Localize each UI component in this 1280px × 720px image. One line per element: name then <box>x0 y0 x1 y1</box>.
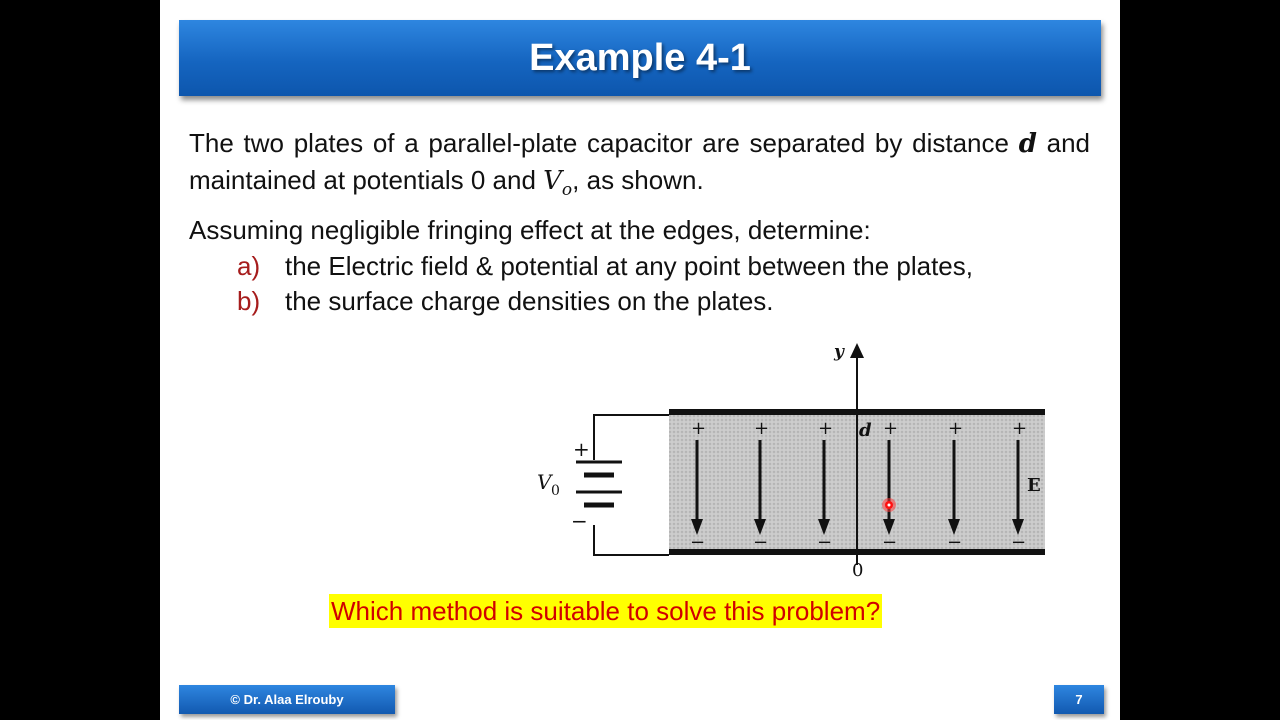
footer-credit-text: © Dr. Alaa Elrouby <box>230 692 344 707</box>
list-text: the Electric field & potential at any point between the plates, <box>285 251 973 281</box>
negative-charge-mark: − <box>690 532 706 553</box>
positive-charge-mark: + <box>1012 418 1028 439</box>
field-label: E <box>1027 475 1041 496</box>
battery-minus-label: − <box>571 509 588 533</box>
bottom-wire <box>594 525 669 555</box>
statement-text-3: , as shown. <box>572 165 704 195</box>
positive-charge-mark: + <box>883 418 899 439</box>
y-axis-arrowhead <box>850 343 864 358</box>
slide-title: Example 4-1 <box>529 36 751 79</box>
distance-variable: d <box>1018 129 1037 159</box>
capacitor-diagram <box>365 335 1041 585</box>
list-item <box>237 248 973 284</box>
origin-label: 0 <box>852 560 864 581</box>
positive-charge-mark: + <box>691 418 707 439</box>
negative-charge-mark: − <box>882 532 898 553</box>
laser-pointer <box>882 498 896 512</box>
top-wire <box>594 415 669 460</box>
slide <box>160 0 1120 720</box>
source-voltage-label: V <box>537 470 552 494</box>
potential-subscript: o <box>561 180 573 200</box>
question-highlight: Which method is suitable to solve this problem? <box>331 596 881 626</box>
negative-charge-mark: − <box>1011 532 1027 553</box>
positive-charge-mark: + <box>754 418 770 439</box>
problem-statement <box>189 125 1090 208</box>
list-marker: b) <box>237 286 261 316</box>
negative-charge-mark: − <box>817 532 833 553</box>
potential-variable: V <box>543 166 562 196</box>
battery-plus-label: + <box>573 437 590 461</box>
separation-label: d <box>859 420 872 441</box>
statement-text-1: The two plates of a parallel-plate capacitor are separated by distance <box>189 128 1019 158</box>
page-number: 7 <box>1075 692 1083 707</box>
y-axis-label: y <box>834 342 844 362</box>
task-intro: Assuming negligible fringing effect at the edges, determine: <box>189 215 871 245</box>
positive-charge-mark: + <box>948 418 964 439</box>
negative-charge-mark: − <box>753 532 769 553</box>
footer-credit <box>179 685 395 714</box>
page-number-badge <box>1054 685 1104 714</box>
source-voltage-subscript: 0 <box>551 483 560 499</box>
positive-charge-mark: + <box>818 418 834 439</box>
statement-text-2: and maintained at potentials 0 and <box>189 128 1090 195</box>
list-text: the surface charge densities on the plates. <box>285 286 774 316</box>
negative-charge-mark: − <box>947 532 963 553</box>
title-bar <box>179 20 1101 96</box>
list-item <box>237 283 774 319</box>
battery-icon <box>576 462 622 505</box>
list-marker: a) <box>237 251 261 281</box>
